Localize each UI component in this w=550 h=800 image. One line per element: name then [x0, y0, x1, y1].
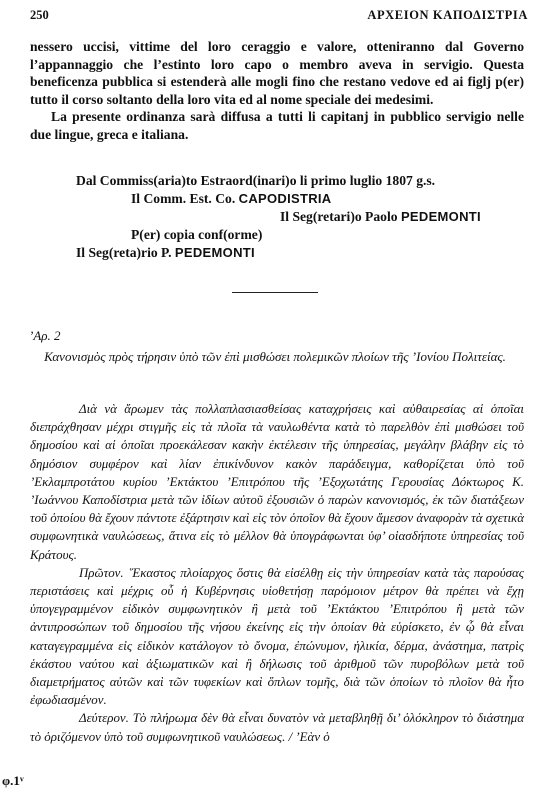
signature-prefix: Il Comm. Est. Co. — [131, 191, 236, 206]
folio-margin-note: φ.1ᵛ — [2, 773, 24, 788]
signature-name: PEDEMONTI — [174, 245, 255, 260]
signature-commissioner — [131, 191, 331, 207]
greek-text-block — [30, 400, 524, 746]
article-title: Κανονισμὸς πρὸς τήρησιν ὑπὸ τῶν ἐπὶ μισθώσει πολεμικῶν πλοίων τῆς ’Ιονίου Πολιτείας. — [44, 349, 506, 364]
signature-name: CAPODISTRIA — [238, 191, 332, 206]
greek-paragraph: Δεύτερον. Τὸ πλήρωμα δὲν θὰ εἶναι δυνατὸν νὰ μεταβληθῇ δι’ ὁλόκληρον τὸ διάστημα τὸ ὁριζόμενον ὑπὸ τοῦ συμφωνητικοῦ ναυλώσεως. / ’Εὰν ὁ — [30, 711, 524, 744]
signature-prefix: Il Seg(retari)o Paolo — [280, 209, 398, 224]
italian-paragraph: nessero uccisi, vittime del loro ceraggio e valore, otteniranno dal Governo l’appannaggio che l’estinto loro capo o membro aveva in servigio. Questa beneficenza pubblica si estenderà alle mogli fino che restano vedove ed ai figlj p(er) tutto il corso soltanto della loro vita ed al nome speciale dei medesimi. — [30, 39, 524, 107]
dateline: Dal Commiss(aria)to Estraord(inari)o li primo luglio 1807 g.s. — [76, 173, 436, 188]
running-head — [30, 8, 528, 24]
italian-paragraph: La presente ordinanza sarà diffusa a tutti li capitanj in pubblico servigio nelle due lingue, greca e italiana. — [30, 109, 524, 142]
running-title: ΑΡΧΕΙΟΝ ΚΑΠΟΔΙΣΤΡΙΑ — [367, 8, 528, 22]
signature-prefix: Il Seg(reta)rio P. — [76, 245, 172, 260]
italian-text-block — [30, 38, 524, 144]
greek-paragraph: Πρῶτον. ῞Εκαστος πλοίαρχος ὅστις θὰ εἰσέλθῃ εἰς τὴν ὑπηρεσίαν κατὰ τὰς παρούσας περιστάσεις καὶ μέχρις οὗ ἡ Κυβέρνησις υἱοθετήσῃ παρόμοιον μέτρον θὰ πρέπει νὰ ἔχῃ ὑπογεγραμμένον εἰδικὸν συμφωνητικὸν ἢ μετὰ τοῦ ’Εκτάκτου ’Επιτρόπου ἢ μετὰ τῶν ἀντιπροσώπων τοῦ δημοσίου τῆς νήσου ἐκείνης εἰς τὴν ὁποίαν θὰ εὑρίσκετο, ἐν ᾧ θὰ εἶναι καταγεγραμμένα εἰς εἰδικὸν κατάλογον τὸ ὄνομα, ἐπώνυμον, ἡλικία, δέρμα, ἀνάστημα, πατρὶς ἑκάστου ναύτου καὶ ἀξιωματικῶν καὶ ἢ δήλωσις τοῦ ἀριθμοῦ τῶν πυροβόλων μετὰ τοῦ διαμετρήματος αὐτῶν καὶ τῶν τυφεκίων καὶ ὅπλων τομῆς, διὰ τῶν ὁποίων τὸ πλοῖον θὰ ἦτο ἐφωδιασμένον. — [30, 565, 524, 708]
signature-secretary-copy — [76, 245, 255, 261]
article-number: ’Αρ. 2 — [29, 328, 61, 343]
greek-paragraph: Διὰ νὰ ἄρωμεν τὰς πολλαπλασιασθείσας καταχρήσεις καὶ αὐθαιρεσίας αἱ ὁποῖαι διεπράχθησαν μέχρι στιγμῆς εἰς τὰ πλοῖα τὰ ναυλωθέντα κατὰ τὸ παρελθὸν ἐπὶ μισθώσει τοῦ δημοσίου καὶ αἱ ὁποῖαι προεκάλεσαν κακὴν ἐκτέλεσιν τῆς ὑπηρεσίας, μεγάλην βλάβην εἰς τὸ δημόσιον συμφέρον καὶ λίαν ἐπικίνδυνον κακὸν παράδειγμα, καθορίζεται ὑπὸ τοῦ ’Εκλαμπροτάτου κυρίου ’Εκτάκτου ’Επιτρόπου τῆς ’Εξοχωτάτης Γερουσίας Δόκτωρος Κ. ’Ιωάννου Καποδίστρια μετὰ τῶν ἰδίων αὐτοῦ ἐξουσιῶν ὁ παρὼν κανονισμός, ἐκ τῶν διατάξεων τοῦ ὁποίου θὰ ἔχουν πάντοτε ἐξάρτησιν καὶ εἰς τὸν ὁποῖον θὰ ἔχουν ἄμεσον ἀναφορὰν τὰ σχετικὰ συμφωνητικὰ ναυλώσεως, ἅτινα εἰς τὸ μέλλον θὰ ὑπογράφωνται ὑφ’ οἱασδήποτε ὑπηρεσίας τοῦ Κράτους. — [30, 402, 524, 562]
signature-secretary — [280, 209, 481, 225]
signature-name: PEDEMONTI — [400, 209, 481, 224]
copy-conformity-note: P(er) copia conf(orme) — [131, 227, 263, 242]
page-number: 250 — [30, 8, 49, 22]
section-divider — [232, 292, 318, 293]
